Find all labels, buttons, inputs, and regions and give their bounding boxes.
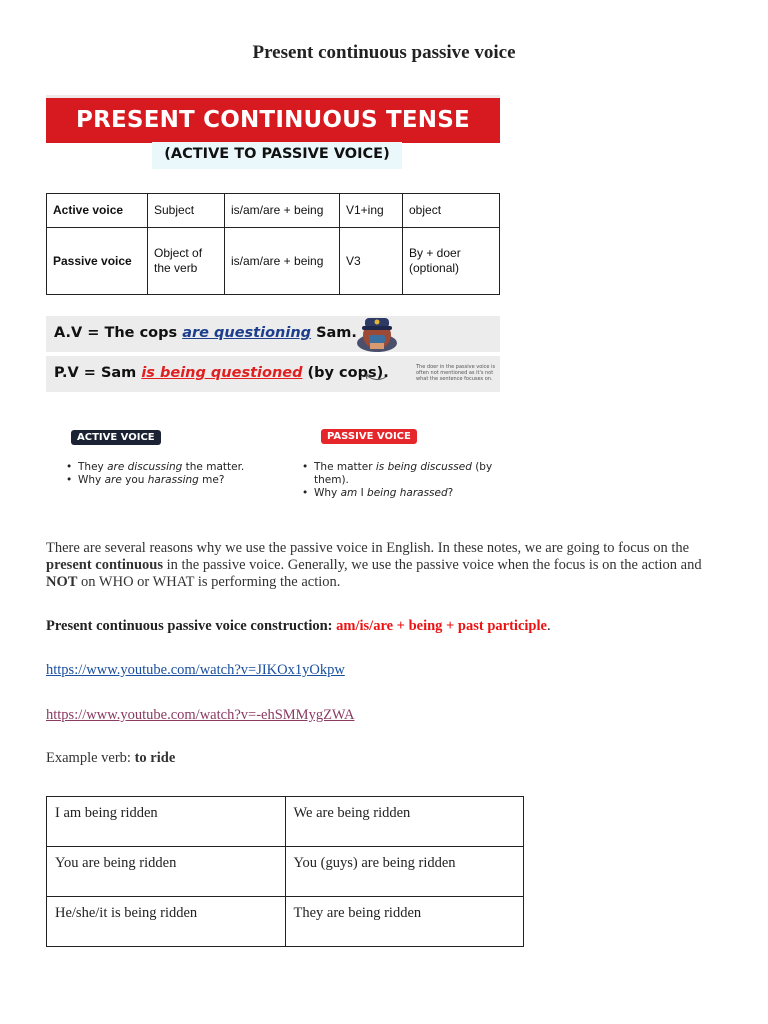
construction-line [46, 618, 551, 635]
passive-voice-badge: PASSIVE VOICE [321, 429, 417, 444]
list-item [64, 461, 244, 474]
construction-label: Present continuous passive voice construction: [46, 618, 333, 634]
example-text: They [78, 461, 108, 473]
paragraph-text: There are several reasons why we use the passive voice in English. In these notes, we are going to focus on the [46, 540, 690, 556]
list-item [64, 474, 244, 487]
curved-arrow-icon [364, 371, 388, 383]
verb-phrase: being harassed [367, 487, 448, 499]
table-cell: object [403, 194, 500, 228]
table-cell: Object of the verb [148, 228, 225, 295]
table-cell: is/am/are + being [225, 194, 340, 228]
table-cell: is/am/are + being [225, 228, 340, 295]
page-title: Present continuous passive voice [252, 42, 516, 63]
verb-phrase: am [340, 487, 358, 499]
subtitle-banner: (ACTIVE TO PASSIVE VOICE) [152, 142, 402, 169]
example-text: Sam. [311, 325, 357, 341]
example-text: you [121, 474, 148, 486]
table-cell: We are being ridden [285, 797, 524, 847]
example-text: ? [447, 487, 454, 499]
paragraph-emphasis: present continuous [46, 557, 163, 573]
example-text: P.V = Sam [54, 365, 142, 381]
verb-phrase: is being discussed [375, 461, 472, 473]
passive-example-bar [46, 356, 500, 392]
intro-paragraph [46, 540, 718, 591]
paragraph-emphasis: NOT [46, 574, 78, 590]
list-item [300, 461, 500, 487]
example-text: Why [314, 487, 341, 499]
example-verb-line [46, 750, 175, 767]
table-cell: V1+ing [340, 194, 403, 228]
example-text: Why [78, 474, 105, 486]
table-row [47, 797, 524, 847]
passive-verb: is being questioned [141, 365, 303, 381]
active-voice-badge: ACTIVE VOICE [71, 430, 161, 445]
table-cell: Active voice [47, 194, 148, 228]
example-text: (by them). [314, 461, 493, 486]
list-item [300, 487, 500, 500]
example-text: me? [198, 474, 225, 486]
doer-note: The doer in the passive voice is often not mentioned as it's not what the sentence focuses on. [416, 364, 496, 382]
table-cell: He/she/it is being ridden [47, 897, 286, 947]
table-row [47, 194, 500, 228]
active-example-bar [46, 316, 500, 352]
active-verb: are questioning [182, 325, 312, 341]
example-verb: to ride [134, 750, 176, 766]
example-text: A.V = The cops [54, 325, 183, 341]
police-officer-icon [354, 313, 400, 353]
example-text: The matter [314, 461, 376, 473]
table-row [47, 847, 524, 897]
verb-phrase: are discussing [107, 461, 183, 473]
tense-banner [46, 95, 500, 143]
passive-example-sentence [54, 365, 389, 381]
active-example-sentence [54, 325, 357, 341]
structure-table [46, 193, 500, 295]
youtube-link-1[interactable]: https://www.youtube.com/watch?v=JIKOx1yOkpw [46, 662, 345, 678]
table-cell: They are being ridden [285, 897, 524, 947]
table-cell: Subject [148, 194, 225, 228]
passive-examples-list [300, 461, 500, 500]
construction-formula: am/is/are + being + past participle [336, 618, 547, 634]
construction-end: . [546, 618, 551, 634]
example-text: (by cops). [302, 365, 389, 381]
paragraph-text: in the passive voice. Generally, we use the passive voice when the focus is on the action and [162, 557, 702, 573]
table-row [47, 897, 524, 947]
table-cell: V3 [340, 228, 403, 295]
youtube-link-2[interactable]: https://www.youtube.com/watch?v=-ehSMMygZWA [46, 707, 355, 723]
active-examples-list [64, 461, 244, 487]
example-text: the matter. [182, 461, 245, 473]
table-cell: You are being ridden [47, 847, 286, 897]
table-cell: Passive voice [47, 228, 148, 295]
example-verb-label: Example verb: [46, 750, 135, 766]
verb-phrase: harassing [147, 474, 199, 486]
verb-phrase: are [104, 474, 122, 486]
paragraph-text: on WHO or WHAT is performing the action. [77, 574, 341, 590]
infographic [46, 95, 500, 520]
table-cell: I am being ridden [47, 797, 286, 847]
example-text: I [357, 487, 368, 499]
conjugation-table [46, 796, 524, 947]
banner-text: PRESENT CONTINUOUS TENSE [76, 107, 470, 133]
table-cell: By + doer (optional) [403, 228, 500, 295]
table-cell: You (guys) are being ridden [285, 847, 524, 897]
table-row [47, 228, 500, 295]
